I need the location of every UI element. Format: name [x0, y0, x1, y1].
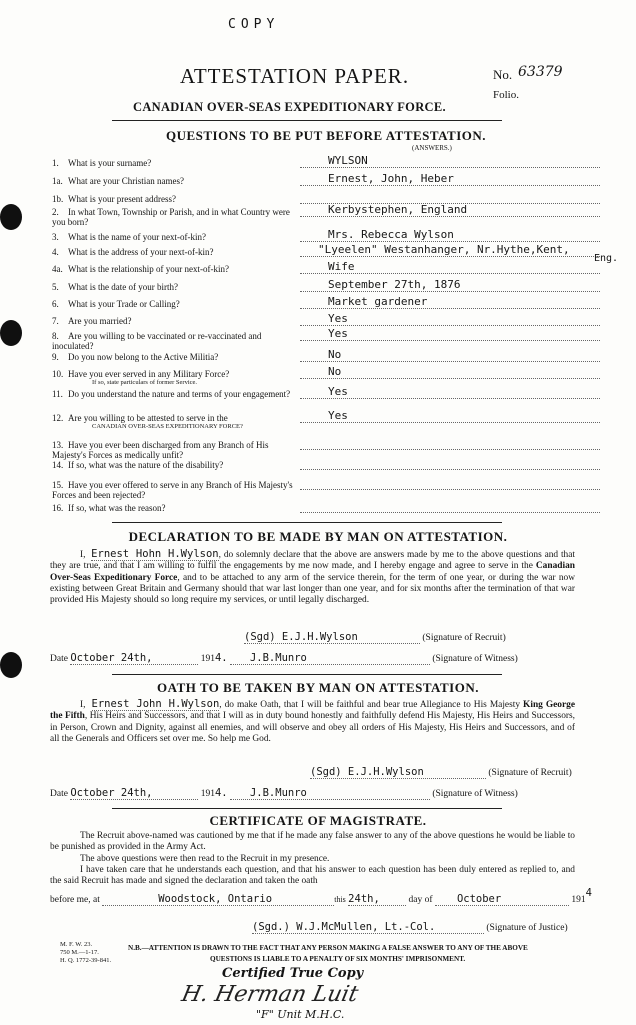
- divider: [112, 674, 502, 675]
- question-text: If so, what was the nature of the disability?: [68, 460, 224, 470]
- question-number: 1.: [52, 158, 59, 168]
- magistrate-para-3: I have taken care that he understands each question, and that his answer to each question has been duly entered as replied to, and the said Recruit has made and signed the declaration and taken the oath: [50, 865, 575, 887]
- question-subtext: CANADIAN OVER-SEAS EXPEDITIONARY FORCE?: [92, 423, 243, 430]
- question-number: 7.: [52, 316, 59, 326]
- answer-value-continuation: Eng.: [594, 253, 619, 264]
- false-answer-notice-2: QUESTIONS IS LIABLE TO A PENALTY OF SIX MONTHS' IMPRISONMENT.: [210, 955, 466, 963]
- question-19: [52, 503, 296, 513]
- question-number: 5.: [52, 282, 59, 292]
- question-text: Are you married?: [68, 316, 132, 326]
- answer-value: No: [328, 348, 342, 361]
- answer-value: Wife: [328, 260, 355, 273]
- answer-line: [300, 185, 600, 186]
- question-text: Have you ever been discharged from any Branch of His Majesty's Forces as medically unfit?: [52, 440, 269, 460]
- answer-line: [300, 469, 600, 470]
- question-6: [52, 247, 296, 257]
- answer-line: [300, 398, 600, 399]
- magistrate-para-2: The above questions were then read to the Recruit in my presence.: [80, 854, 330, 864]
- question-number: 12.: [52, 413, 64, 423]
- question-number: 15.: [52, 480, 64, 490]
- false-answer-notice: N.B.—ATTENTION IS DRAWN TO THE FACT THAT ANY PERSON MAKING A FALSE ANSWER TO ANY OF THE ABOVE: [128, 944, 528, 952]
- question-9: [52, 299, 296, 309]
- declaration-name: Ernest Hohn H.Wylson: [91, 548, 219, 560]
- copy-stamp: COPY: [228, 17, 280, 32]
- question-12: [52, 352, 296, 362]
- declaration-recruit-signature: (Sgd) E.J.H.Wylson (Signature of Recruit): [244, 631, 506, 643]
- divider: [112, 808, 502, 809]
- answer-line: [300, 325, 600, 326]
- answer-line: [300, 216, 600, 217]
- question-text: What is the relationship of your next-of-kin?: [68, 264, 229, 274]
- question-number: 4a.: [52, 264, 63, 274]
- question-number: 1a.: [52, 176, 63, 186]
- oath-heading: OATH TO BE TAKEN BY MAN ON ATTESTATION.: [157, 680, 479, 695]
- question-text: What is the name of your next-of-kin?: [68, 232, 206, 242]
- question-11: [52, 331, 296, 351]
- force-name: CANADIAN OVER-SEAS EXPEDITIONARY FORCE.: [133, 100, 446, 114]
- magistrate-para-1: The Recruit above-named was cautioned by me that if he made any false answer to any of the above questions he would be liable to be punished as provided in the Army Act.: [50, 831, 575, 853]
- question-14: [52, 389, 296, 399]
- question-18: [52, 480, 296, 500]
- question-4: [52, 207, 296, 227]
- question-text: Have you ever served in any Military Force?: [68, 369, 230, 379]
- answer-value: Yes: [328, 409, 348, 422]
- magistrate-place-row: before me, at Woodstock, Ontario this 24th, day of October 1914: [50, 887, 592, 905]
- answer-line: [300, 449, 600, 450]
- punch-hole: [0, 320, 22, 346]
- answer-line: [300, 489, 600, 490]
- oath-name: Ernest John H.Wylson: [91, 698, 220, 710]
- question-text: Are you willing to be vaccinated or re-vaccinated and inoculated?: [52, 331, 262, 351]
- regimental-number: 63379: [518, 64, 563, 80]
- question-number: 1b.: [52, 194, 64, 204]
- answer-line: [300, 422, 600, 423]
- question-1: [52, 158, 296, 168]
- answer-value: Mrs. Rebecca Wylson: [328, 228, 454, 241]
- question-text: What is the address of your next-of-kin?: [68, 247, 214, 257]
- answer-line: [300, 308, 600, 309]
- question-5: [52, 232, 296, 242]
- divider: [112, 522, 502, 523]
- certifier-unit: "F" Unit M.H.C.: [256, 1008, 345, 1021]
- declaration-heading: DECLARATION TO BE MADE BY MAN ON ATTESTATION.: [128, 529, 508, 544]
- answer-value: No: [328, 365, 342, 378]
- question-13: [52, 369, 296, 387]
- magistrate-justice-signature: (Sgd.) W.J.McMullen, Lt.-Col. (Signature of Justice): [252, 921, 568, 933]
- question-number: 11.: [52, 389, 63, 399]
- certifier-signature: H. Herman Luit: [179, 982, 361, 1007]
- question-number: 16.: [52, 503, 64, 513]
- answer-value: "Lyeelen" Westanhanger, Nr.Hythe,Kent,: [318, 243, 570, 256]
- question-text: What is your present address?: [68, 194, 176, 204]
- question-3: [52, 194, 296, 204]
- answer-line: [300, 512, 600, 513]
- answer-line: [300, 241, 600, 242]
- folio-label: Folio.: [493, 89, 519, 101]
- questions-heading: QUESTIONS TO BE PUT BEFORE ATTESTATION.: [165, 128, 487, 143]
- question-text: If so, what was the reason?: [68, 503, 166, 513]
- punch-hole: [0, 204, 22, 230]
- question-subtext: If so, state particulars of former Service.: [92, 379, 198, 386]
- question-number: 3.: [52, 232, 59, 242]
- question-text: Do you understand the nature and terms of your engagement?: [68, 389, 291, 399]
- question-text: In what Town, Township or Parish, and in what Country were you born?: [52, 207, 290, 227]
- answer-line: [300, 256, 600, 257]
- question-text: Are you willing to be attested to serve in the: [68, 413, 228, 423]
- answer-value: Kerbystephen, England: [328, 203, 468, 216]
- page-title: ATTESTATION PAPER.: [180, 64, 410, 88]
- answer-value: WYLSON: [328, 154, 368, 167]
- divider: [112, 120, 502, 121]
- question-number: 13.: [52, 440, 64, 450]
- oath-text: I, Ernest John H.Wylson, do make Oath, that I will be faithful and bear true Allegiance to His Majesty King George the Fifth, His Heirs and Successors, and that I will as in duty bound honestly and faithfully defend His Majesty, His Heirs and Successors, in Person, Crown and Dignity, against all enemies, and will observe and obey all orders of His Majesty, His Heirs and Successors, and of all the Generals and Officers set over me. So help me God.: [50, 698, 576, 744]
- form-code: M. F. W. 23. 750 M.—1-17. H. Q. 1772-39-841.: [60, 941, 112, 964]
- question-number: 4.: [52, 247, 59, 257]
- question-text: What is the date of your birth?: [68, 282, 178, 292]
- question-text: Do you now belong to the Active Militia?: [68, 352, 219, 362]
- question-text: Have you ever offered to serve in any Branch of His Majesty's Forces and been rejected?: [52, 480, 293, 500]
- answer-value: Yes: [328, 312, 348, 325]
- question-8: [52, 282, 296, 292]
- question-number: 9.: [52, 352, 59, 362]
- question-2: [52, 176, 296, 186]
- declaration-date-row: Date October 24th, 1914. J.B.Munro (Signature of Witness): [50, 652, 518, 664]
- number-label: No.: [493, 67, 513, 82]
- question-number: 8.: [52, 331, 59, 341]
- answer-value: September 27th, 1876: [328, 278, 461, 291]
- oath-recruit-signature: (Sgd) E.J.H.Wylson (Signature of Recruit): [310, 766, 572, 778]
- question-number: 14.: [52, 460, 64, 470]
- question-number: 6.: [52, 299, 59, 309]
- question-17: [52, 460, 296, 470]
- answer-line: [300, 273, 600, 274]
- question-text: What is your surname?: [68, 158, 152, 168]
- answers-label: (ANSWERS.): [412, 144, 452, 152]
- answer-line: [300, 340, 600, 341]
- question-text: What is your Trade or Calling?: [68, 299, 180, 309]
- answer-line: [300, 361, 600, 362]
- answer-value: Yes: [328, 327, 348, 340]
- question-number: 10.: [52, 369, 64, 379]
- answer-line: [300, 167, 600, 168]
- question-10: [52, 316, 296, 326]
- oath-date-row: Date October 24th, 1914. J.B.Munro (Signature of Witness): [50, 787, 518, 799]
- certified-true-copy-stamp: Certified True Copy: [222, 966, 364, 981]
- question-text: What are your Christian names?: [68, 176, 184, 186]
- answer-value: Market gardener: [328, 295, 428, 308]
- question-15: [52, 413, 296, 431]
- answer-value: Ernest, John, Heber: [328, 172, 454, 185]
- question-16: [52, 440, 296, 460]
- question-7: [52, 264, 296, 274]
- question-number: 2.: [52, 207, 59, 217]
- punch-hole: [0, 652, 22, 678]
- answer-value: Yes: [328, 385, 348, 398]
- answer-line: [300, 378, 600, 379]
- magistrate-heading: CERTIFICATE OF MAGISTRATE.: [209, 813, 427, 828]
- declaration-text: I, Ernest Hohn H.Wylson, do solemnly declare that the above are answers made by me to the above questions and that they are true, and that I am willing to fulfil the engagements by me now made, and I hereby engage and agree to serve in the Canadian Over-Seas Expeditionary Force, and to be attached to any arm of the service therein, for the term of one year, or during the war now existing between Great Britain and Germany should that war last longer than one year, and for six months after the termination of that war provided His Majesty should so long require my services, or until legally discharged.: [50, 548, 576, 606]
- answer-line: [300, 291, 600, 292]
